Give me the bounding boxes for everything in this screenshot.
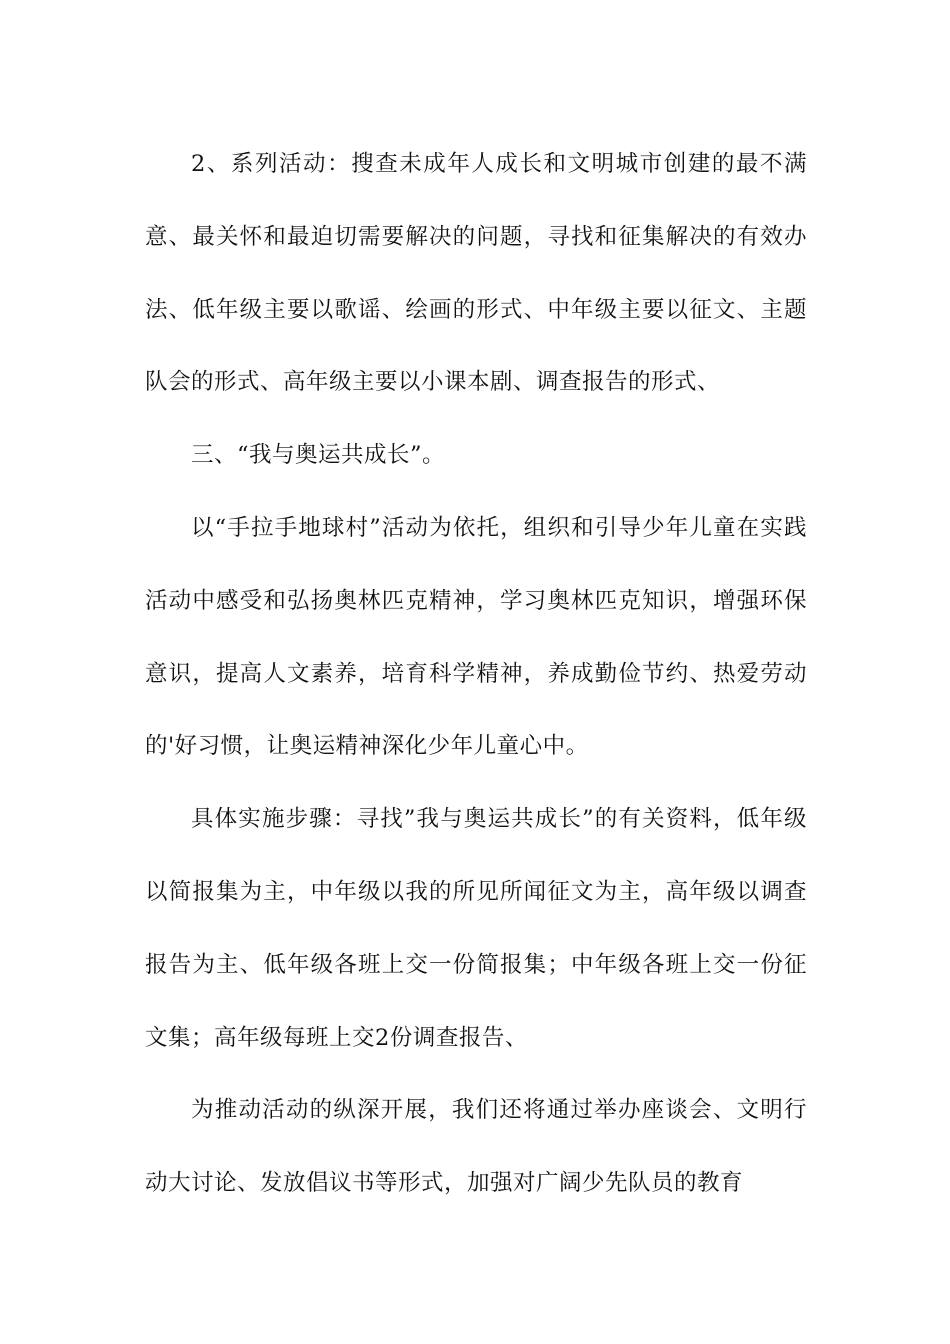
paragraph-further-activities: 为推动活动的纵深开展，我们还将通过举办座谈会、文明行动大讨论、发放倡议书等形式，加强对广阔少先队员的教育	[145, 1097, 807, 1197]
paragraph-implementation-steps: 具体实施步骤：寻找”我与奥运共成长”的有关资料，低年级以简报集为主，中年级以我的所见所闻征文为主，高年级以调查报告为主、低年级各班上交一份简报集；中年级各班上交一份征文集；高年级每班上交2份调查报告、	[145, 806, 807, 1051]
document-body	[145, 128, 807, 1220]
paragraph-olympic-spirit: 以“手拉手地球村”活动为依托，组织和引导少年儿童在实践活动中感受和弘扬奥林匹克精神，学习奥林匹克知识，增强环保意识，提高人文素养，培育科学精神，养成勤俭节约、热爱劳动的'好习惯，让奥运精神深化少年儿童心中。	[145, 514, 807, 760]
paragraph-section-three-heading: 三、“我与奥运共成长”。	[191, 442, 446, 469]
paragraph-series-activities: 2、系列活动：搜查未成年人成长和文明城市创建的最不满意、最关怀和最迫切需要解决的问题，寻找和征集解决的有效办法、低年级主要以歌谣、绘画的形式、中年级主要以征文、主题队会的形式、高年级主要以小课本剧、调查报告的形式、	[145, 151, 807, 396]
